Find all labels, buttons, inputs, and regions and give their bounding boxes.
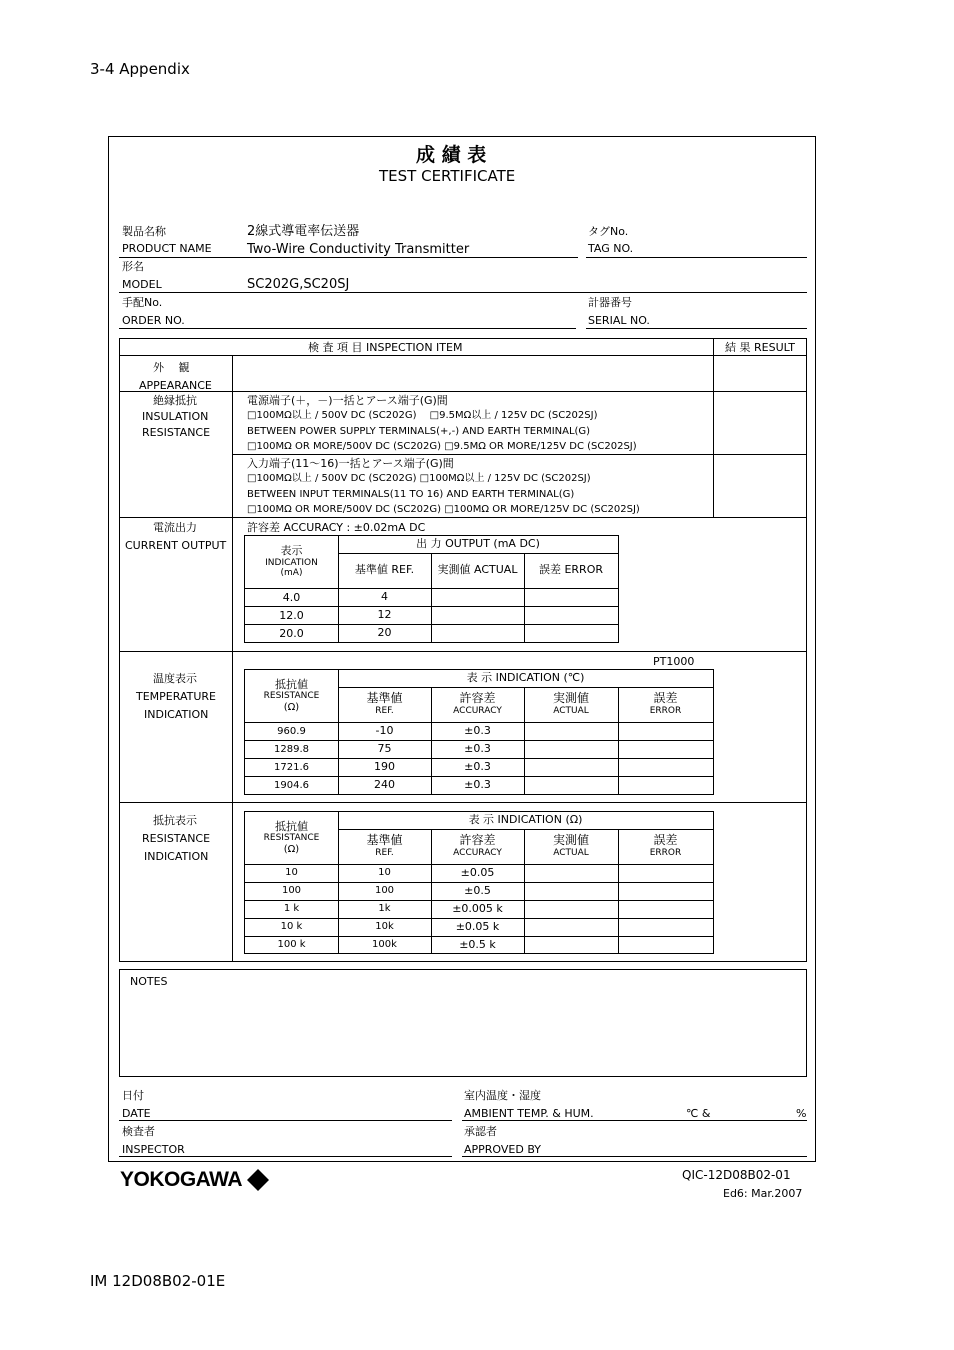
insulation-line: □100MΩ以上 / 500V DC (SC202G) □9.5MΩ以上 / 125V DC (SC202SJ) [247, 410, 598, 421]
inspection-grid [119, 338, 807, 962]
current-row-ref: 20 [377, 625, 392, 639]
test-certificate [108, 136, 816, 1162]
ambient-label-jp: 室内温度・湿度 [464, 1089, 541, 1102]
res-row-res: 1 k [283, 903, 300, 915]
res-row-ref: 10k [375, 921, 394, 933]
res-indication-header: 表 示 INDICATION (Ω) [468, 813, 583, 827]
current-row-ref: 4 [381, 589, 388, 603]
temp-row-acc: ±0.3 [464, 723, 491, 737]
inspector-underline [119, 1156, 452, 1157]
page-footer: IM 12D08B02-01E [90, 1272, 226, 1290]
res-row-res: 100 k [277, 939, 306, 951]
order-label-jp: 手配No. [122, 296, 163, 309]
res-row-res: 10 [285, 867, 298, 879]
current-ind-en: INDICATION [265, 557, 318, 568]
temp-act-jp: 実測値 [552, 691, 589, 706]
insulation-line: □100MΩ OR MORE/500V DC (SC202G) □100MΩ OR MORE/125V DC (SC202SJ) [247, 504, 640, 515]
current-row-ref: 12 [377, 607, 392, 621]
current-ref-header: 基準値 REF. [354, 563, 415, 577]
date-label-en: DATE [122, 1107, 151, 1120]
pt1000-label: PT1000 [653, 655, 695, 668]
insulation-line: BETWEEN POWER SUPPLY TERMINALS(+,-) AND EARTH TERMINAL(G) [247, 426, 591, 437]
current-ind-jp: 表示 [280, 544, 303, 558]
res-res-jp: 抵抗値 [275, 819, 308, 833]
yokogawa-logo [120, 1168, 270, 1192]
resdisp-label-en2: INDICATION [144, 850, 209, 863]
temp-res-unit: (Ω) [283, 701, 300, 713]
temp-acc-jp: 許容差 [459, 691, 496, 706]
current-label-en: CURRENT OUTPUT [125, 539, 227, 552]
temp-label-jp: 温度表示 [153, 672, 197, 685]
res-row-ref: 1k [378, 903, 391, 915]
notes-box [119, 969, 807, 1077]
current-ind-unit: (mA) [280, 568, 303, 579]
resdisp-label-en1: RESISTANCE [142, 832, 211, 845]
model-underline [119, 292, 807, 293]
res-err-en: ERROR [649, 848, 682, 859]
current-actual-header: 実測値 ACTUAL [437, 563, 518, 577]
edition: Ed6: Mar.2007 [723, 1187, 803, 1200]
page-header: 3-4 Appendix [90, 60, 190, 78]
inspector-label-jp: 検査者 [122, 1125, 155, 1138]
appearance-label-jp: 外 観 [153, 361, 190, 374]
temp-row-ref: 240 [374, 777, 395, 791]
res-row-ref: 10 [378, 867, 391, 879]
temp-res-en: RESISTANCE [263, 691, 320, 702]
approved-label-jp: 承認者 [464, 1125, 497, 1138]
temp-row-acc: ±0.3 [464, 777, 491, 791]
tag-label-en: TAG NO. [588, 242, 634, 255]
temp-row-res: 1289.8 [274, 744, 309, 756]
res-row-acc: ±0.05 k [455, 919, 500, 933]
label-column-divider [232, 356, 233, 961]
title-en: TEST CERTIFICATE [379, 167, 516, 185]
current-error-header: 誤差 ERROR [538, 563, 604, 577]
res-row-res: 10 k [280, 921, 303, 933]
insulation-label-en2: RESISTANCE [142, 426, 211, 439]
tag-underline [586, 257, 807, 258]
temp-table [244, 669, 714, 795]
model-label-en: MODEL [122, 278, 162, 291]
insulation-line: BETWEEN INPUT TERMINALS(11 TO 16) AND EARTH TERMINAL(G) [247, 489, 575, 500]
approved-label-en: APPROVED BY [464, 1143, 542, 1156]
temp-row-ref: 190 [374, 759, 395, 773]
serial-label-en: SERIAL NO. [588, 314, 650, 327]
resdisp-label-jp: 抵抗表示 [153, 814, 197, 827]
res-act-en: ACTUAL [553, 848, 589, 859]
product-value-en: Two-Wire Conductivity Transmitter [247, 242, 470, 257]
insulation-line: □100MΩ OR MORE/500V DC (SC202G) □9.5MΩ OR MORE/125V DC (SC202SJ) [247, 441, 637, 452]
current-output-header: 出 力 OUTPUT (mA DC) [416, 537, 540, 551]
res-row-ref: 100k [372, 939, 397, 951]
tag-label-jp: タグNo. [588, 225, 629, 238]
order-underline [119, 328, 576, 329]
insulation-label-en1: INSULATION [142, 410, 209, 423]
insulation-line: □100MΩ以上 / 500V DC (SC202G) □100MΩ以上 / 125V DC (SC202SJ) [247, 473, 591, 484]
res-acc-jp: 許容差 [459, 833, 496, 848]
temp-ref-jp: 基準値 [366, 691, 403, 706]
res-row-ref: 100 [374, 885, 395, 897]
res-row-acc: ±0.005 k [452, 901, 503, 915]
res-ref-jp: 基準値 [366, 833, 403, 848]
res-row-acc: ±0.5 k [459, 937, 496, 951]
product-value-jp: 2線式導電率伝送器 [247, 224, 360, 239]
current-row-ind: 20.0 [279, 626, 304, 640]
temp-err-en: ERROR [649, 706, 682, 717]
current-table [244, 535, 619, 643]
temp-row-ref: -10 [375, 723, 394, 737]
inspector-label-en: INSPECTOR [122, 1143, 185, 1156]
temp-res-jp: 抵抗値 [275, 677, 308, 691]
res-row-acc: ±0.05 [460, 865, 495, 879]
diamond-icon [246, 1168, 270, 1192]
res-act-jp: 実測値 [552, 833, 589, 848]
res-res-unit: (Ω) [283, 843, 300, 855]
insulation-label-jp: 絶縁抵抗 [153, 394, 197, 407]
order-label-en: ORDER NO. [122, 314, 185, 327]
temp-label-en2: INDICATION [144, 708, 209, 721]
current-row-ind: 4.0 [282, 590, 301, 604]
result-header: 結 果 RESULT [725, 341, 795, 354]
temp-row-acc: ±0.3 [464, 759, 491, 773]
product-name-label-jp: 製品名称 [122, 225, 166, 238]
logo-text: YOKOGAWA [120, 1168, 243, 1191]
accuracy-line: 許容差 ACCURACY : ±0.02mA DC [247, 521, 426, 534]
approved-underline [462, 1156, 807, 1157]
serial-underline [586, 328, 807, 329]
current-row-ind: 12.0 [279, 608, 304, 622]
serial-label-jp: 計器番号 [588, 296, 632, 309]
result-divider-top [713, 339, 714, 391]
product-underline [119, 257, 578, 258]
resistance-table [244, 811, 714, 954]
temp-act-en: ACTUAL [553, 706, 589, 717]
res-acc-en: ACCURACY [453, 848, 502, 859]
doc-number: QIC-12D08B02-01 [682, 1168, 791, 1182]
res-res-en: RESISTANCE [263, 833, 320, 844]
temp-row-res: 1904.6 [274, 780, 309, 792]
insulation-line: 電源端子(＋，－)一括とアース端子(G)間 [247, 394, 448, 407]
ambient-underline [462, 1120, 807, 1121]
temp-err-jp: 誤差 [653, 691, 678, 706]
appearance-label-en: APPEARANCE [139, 379, 212, 392]
temp-row-res: 1721.6 [274, 762, 309, 774]
temp-row-res: 960.9 [277, 726, 306, 738]
model-label-jp: 形名 [122, 260, 144, 273]
date-underline [119, 1120, 452, 1121]
notes-label: NOTES [130, 975, 168, 988]
title-jp: 成 績 表 [416, 144, 487, 166]
res-row-acc: ±0.5 [464, 883, 491, 897]
ambient-label-en: AMBIENT TEMP. & HUM. [464, 1107, 594, 1120]
res-ref-en: REF. [375, 848, 394, 859]
temp-ref-en: REF. [375, 706, 394, 717]
temp-row-ref: 75 [377, 741, 392, 755]
model-value: SC202G,SC20SJ [247, 277, 350, 292]
temp-acc-en: ACCURACY [453, 706, 502, 717]
degc-label: ℃ & [686, 1107, 711, 1120]
temp-label-en1: TEMPERATURE [136, 690, 216, 703]
product-name-label-en: PRODUCT NAME [122, 242, 212, 255]
res-err-jp: 誤差 [653, 833, 678, 848]
temp-indication-header: 表 示 INDICATION (℃) [466, 671, 585, 685]
temp-row-acc: ±0.3 [464, 741, 491, 755]
res-row-res: 100 [281, 885, 302, 897]
inspection-item-header: 検 査 項 目 INSPECTION ITEM [308, 341, 463, 354]
insulation-line: 入力端子(11～16)一括とアース端子(G)間 [247, 457, 454, 470]
date-label-jp: 日付 [122, 1089, 144, 1102]
percent-label: % [796, 1107, 807, 1120]
current-label-jp: 電流出力 [153, 521, 197, 534]
